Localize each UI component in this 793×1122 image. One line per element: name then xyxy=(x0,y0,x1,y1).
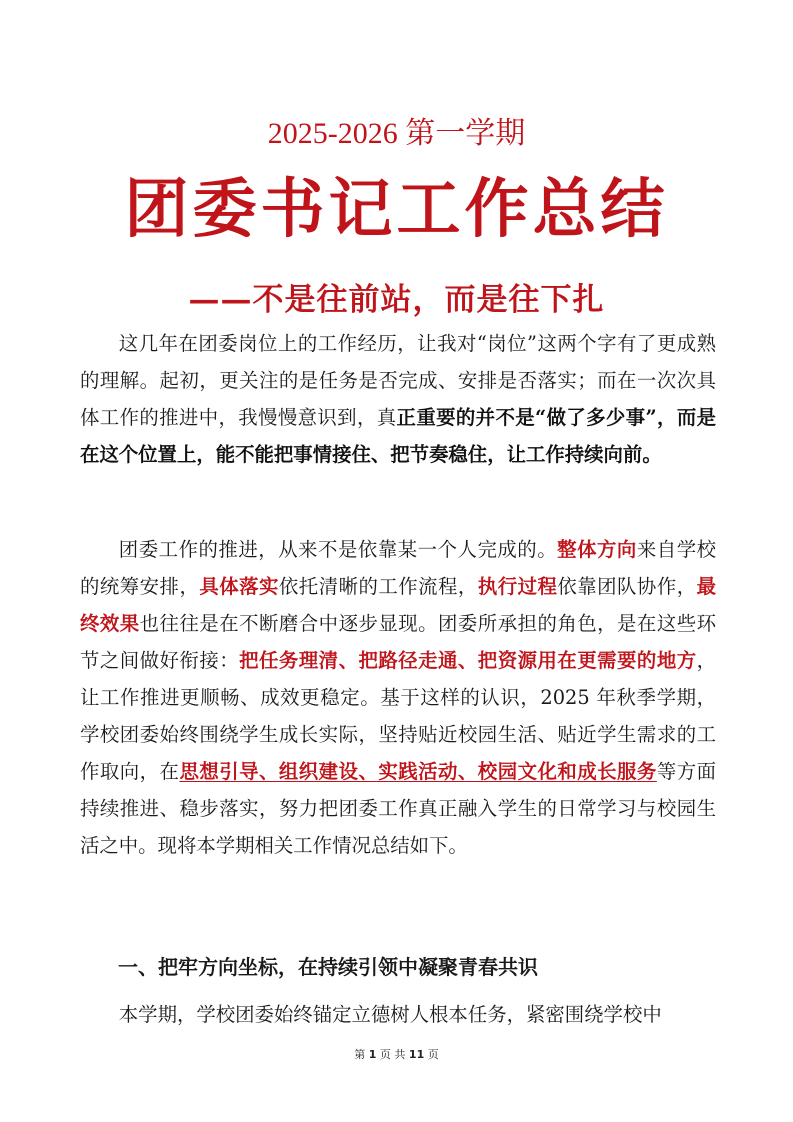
text-segment: 依靠团队协作， xyxy=(557,575,697,598)
text-segment: ，让工作推进更顺畅、成效更稳定。基于这样的认识，2025 年秋季学期，学校团委始终围绕学生成长实际，坚持贴近校园生活、贴近学生需求的工作取向，在 xyxy=(80,649,716,783)
text-segment: 也往往是在不断磨合中逐步显现。团委所承担的角色，是在这些环节之间做好衔接： xyxy=(80,612,716,672)
highlight-overall-direction: 整体方向 xyxy=(557,538,637,561)
highlight-implementation: 具体落实 xyxy=(199,575,279,598)
footer-total-pages: 11 xyxy=(408,1048,425,1061)
highlight-final-effect: 最终效果 xyxy=(80,575,716,635)
highlight-work-areas: 思想引导、组织建设、实践活动、校园文化和成长服务 xyxy=(179,760,657,783)
paragraph-approach xyxy=(80,531,716,864)
footer-page-number: 1 xyxy=(368,1048,377,1061)
text-segment: 团委工作的推进，从来不是依靠某一个人完成的。 xyxy=(118,538,558,561)
term-line: 2025-2026 第一学期 xyxy=(267,117,526,150)
paragraph-section1-text: 本学期，学校团委始终锚定立德树人根本任务，紧密围绕学校中 xyxy=(118,1003,662,1026)
footer-suffix: 页 xyxy=(427,1048,439,1061)
document-subtitle: ——不是往前站，而是往下扎 xyxy=(188,282,605,318)
footer-middle: 页 共 xyxy=(379,1048,406,1061)
paragraph-intro-emphasis: 正重要的并不是“做了多少事”，而是在这个位置上，能不能把事情接住、把节奏稳住，让工作持续向前。 xyxy=(80,406,717,466)
text-segment: 来自学校的统筹安排， xyxy=(80,538,717,598)
section-heading-1: 一、把牢方向坐标，在持续引领中凝聚青春共识 xyxy=(118,955,538,979)
text-segment: 等方面持续推进、稳步落实，努力把团委工作真正融入学生的日常学习与校园生活之中。现将本学期相关工作情况总结如下。 xyxy=(80,760,716,857)
document-title: 团委书记工作总结 xyxy=(124,172,669,247)
footer-prefix: 第 xyxy=(354,1048,366,1061)
highlight-role: 把任务理清、把路径走通、把资源用在更需要的地方 xyxy=(239,649,697,672)
paragraph-section1 xyxy=(80,996,716,1033)
text-segment: 依托清晰的工作流程， xyxy=(278,575,478,598)
paragraph-intro xyxy=(80,325,716,473)
paragraph-intro-text: 这几年在团委岗位上的工作经历，让我对“岗位”这两个字有了更成熟的理解。起初，更关注的是任务是否完成、安排是否落实；而在一次次具体工作的推进中，我慢慢意识到，真 xyxy=(80,332,716,429)
highlight-execution: 执行过程 xyxy=(477,575,558,598)
page-footer xyxy=(0,1046,793,1062)
